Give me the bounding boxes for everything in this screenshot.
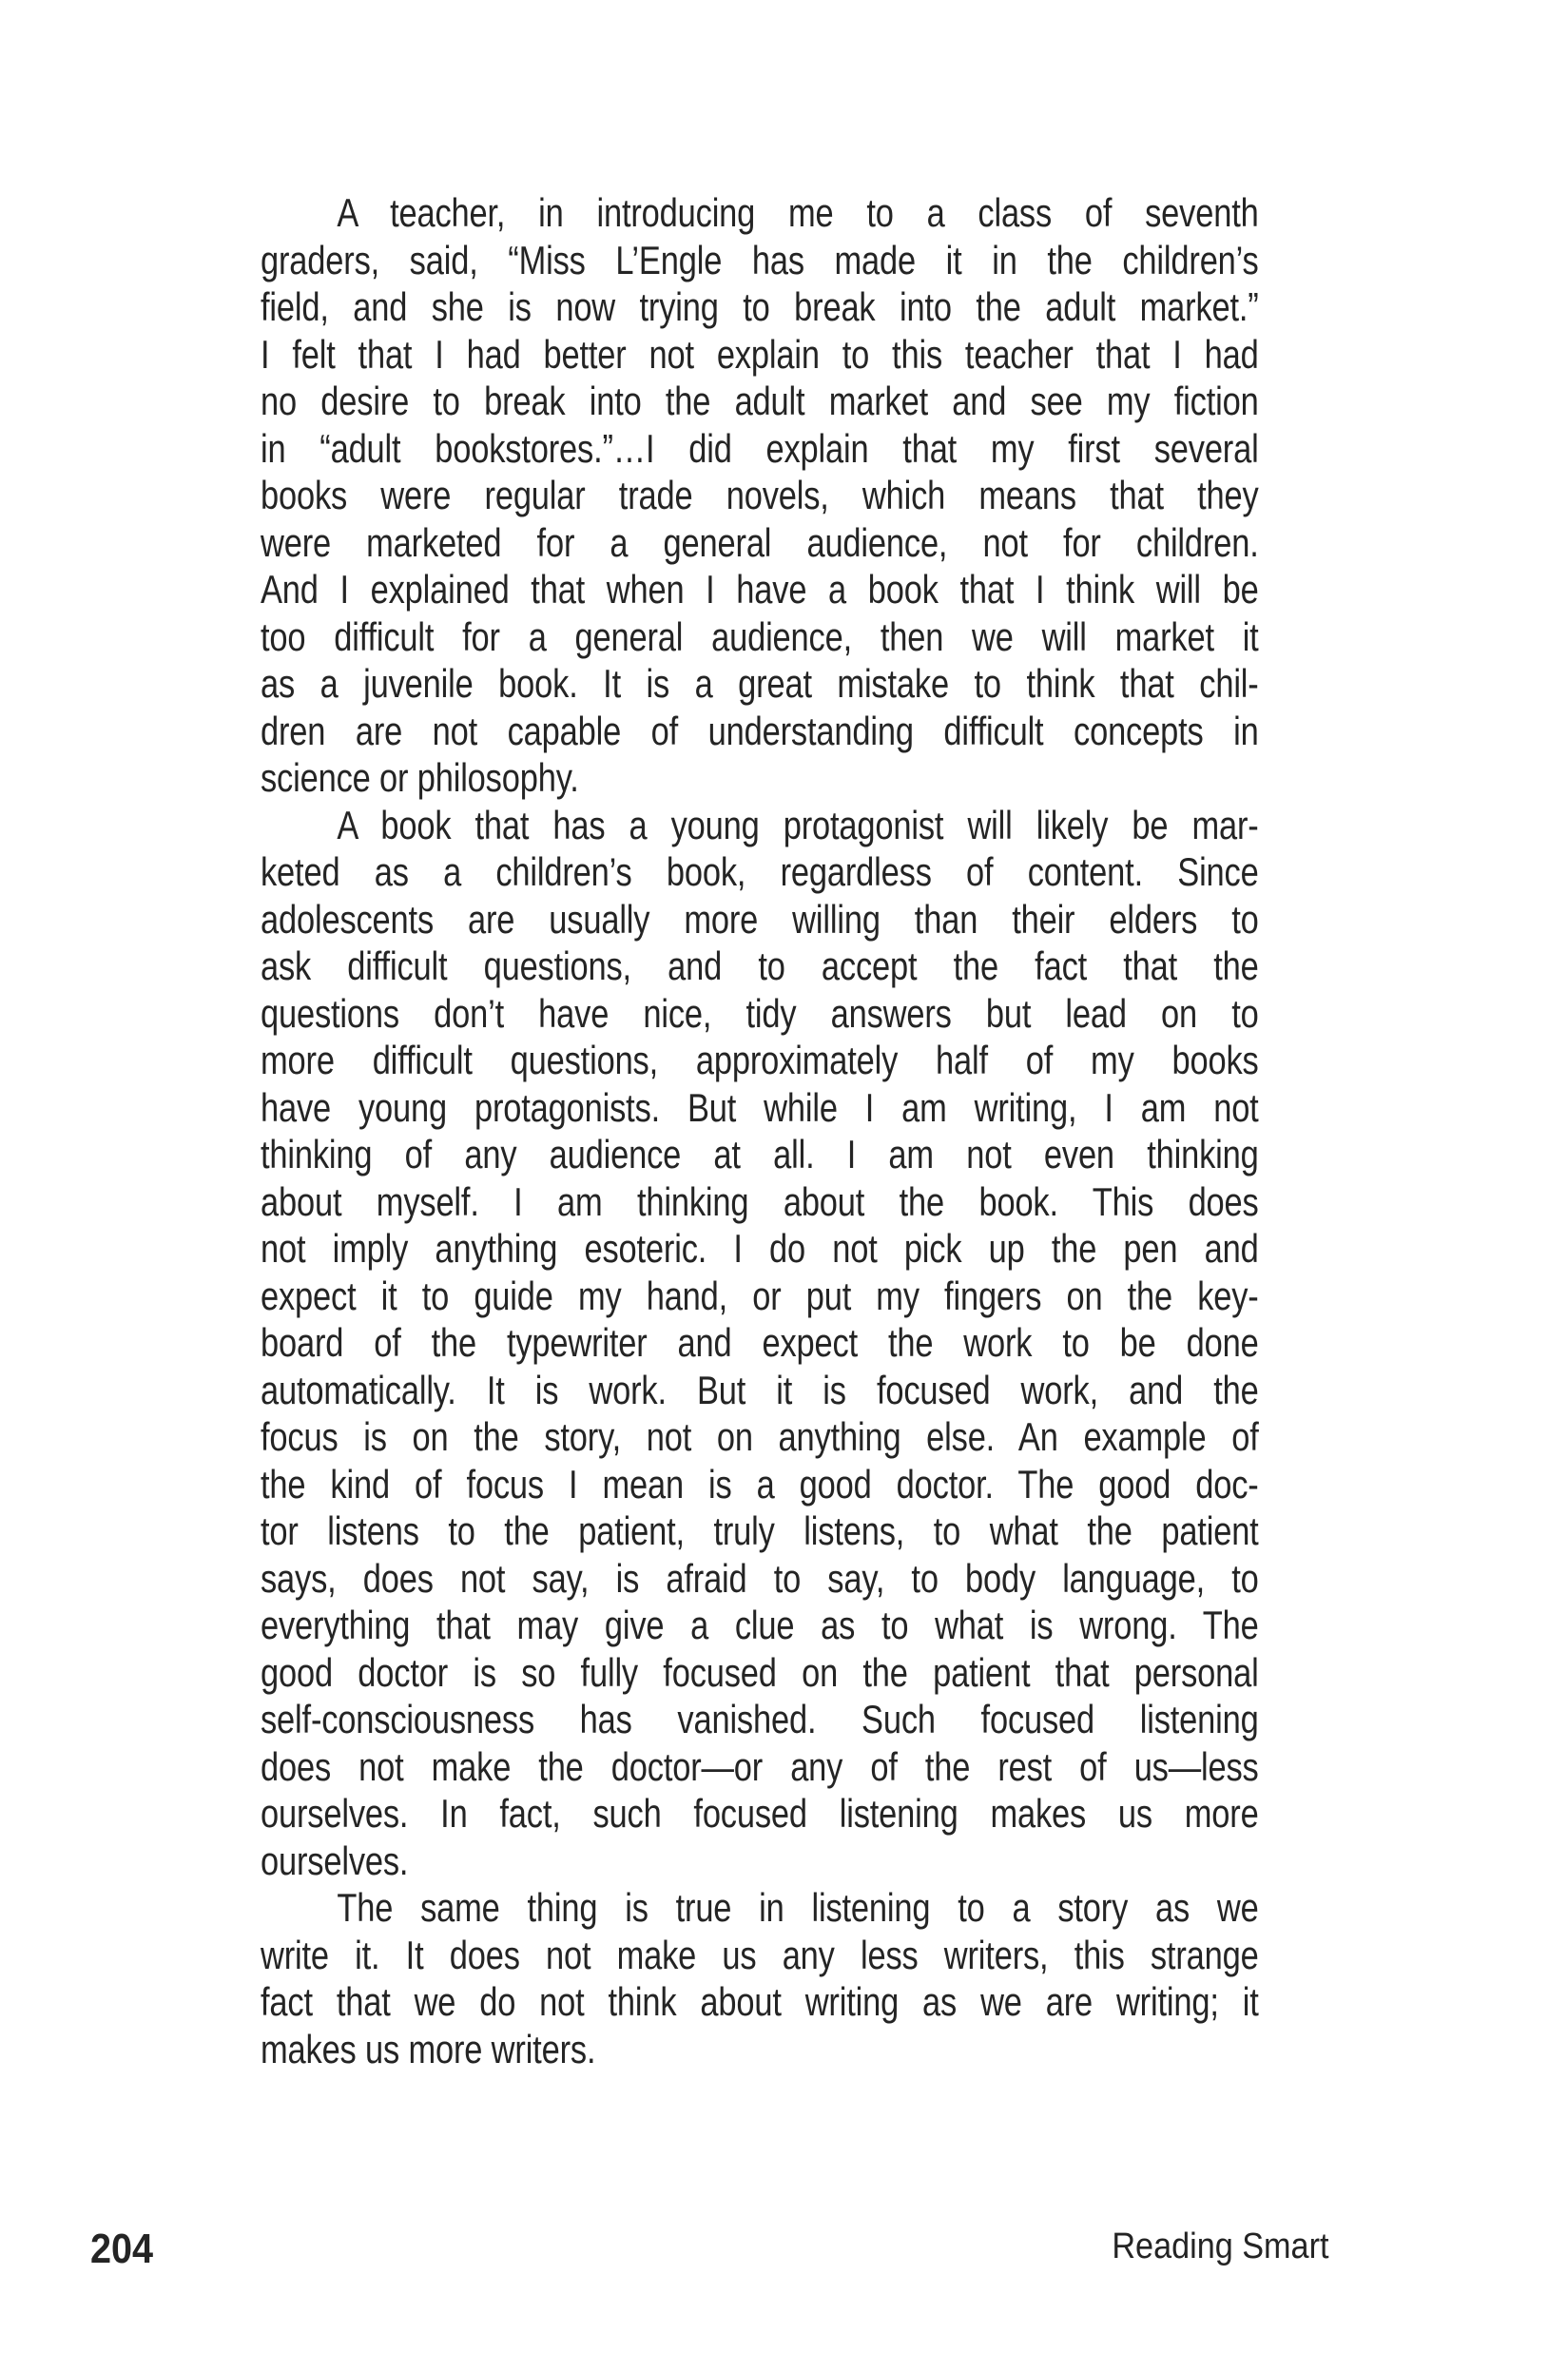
text-line: adolescents are usually more willing than their elders to <box>261 896 1259 942</box>
text-line: everything that may give a clue as to what is wrong. The <box>261 1603 1259 1647</box>
text-line: automatically. It is work. But it is focused work, and the <box>261 1367 1259 1412</box>
text-line: no desire to break into the adult market and see my fiction <box>261 379 1259 423</box>
text-line: board of the typewriter and expect the work to be done <box>261 1320 1259 1365</box>
text-line: the kind of focus I mean is a good doctor. The good doc- <box>261 1461 1259 1507</box>
text-line: A book that has a young protagonist will likely be mar- <box>337 802 1259 847</box>
text-line: science or philosophy. <box>261 755 579 800</box>
text-line: field, and she is now trying to break into the adult market.” <box>261 284 1259 329</box>
text-line: ask difficult questions, and to accept the fact that the <box>261 943 1259 988</box>
paragraph <box>261 802 1259 1885</box>
text-line: And I explained that when I have a book that I think will be <box>261 567 1259 612</box>
text-line: tor listens to the patient, truly listens, to what the patient <box>261 1508 1259 1553</box>
text-line: books were regular trade novels, which means that they <box>261 473 1259 517</box>
text-line: ourselves. In fact, such focused listening makes us more <box>261 1791 1259 1836</box>
text-line: keted as a children’s book, regardless of content. Since <box>261 849 1259 894</box>
text-line: have young protagonists. But while I am writing, I am not <box>261 1084 1259 1130</box>
text-line: does not make the doctor—or any of the rest of us—less <box>261 1743 1259 1789</box>
text-line: as a juvenile book. It is a great mistake to think that chil- <box>261 661 1259 706</box>
text-line: not imply anything esoteric. I do not pick up the pen and <box>261 1226 1259 1271</box>
text-line: fact that we do not think about writing as we are writing; it <box>261 1979 1259 2024</box>
text-line: says, does not say, is afraid to say, to body language, to <box>261 1555 1259 1601</box>
text-line: self-consciousness has vanished. Such focused listening <box>261 1697 1259 1741</box>
text-line: I felt that I had better not explain to this teacher that I had <box>261 331 1259 377</box>
text-line: too difficult for a general audience, then we will market it <box>261 613 1259 659</box>
text-line: good doctor is so fully focused on the patient that personal <box>261 1649 1259 1695</box>
text-line: dren are not capable of understanding difficult concepts in <box>261 708 1259 753</box>
text-line: more difficult questions, approximately half of my books <box>261 1038 1259 1082</box>
text-line: in “adult bookstores.”…I did explain that my first several <box>261 425 1259 471</box>
paragraph <box>261 189 1259 802</box>
text-line: write it. It does not make us any less writers, this strange <box>261 1932 1259 1977</box>
text-line: were marketed for a general audience, not for children. <box>261 519 1259 565</box>
text-line: focus is on the story, not on anything else. An example of <box>261 1414 1259 1459</box>
text-line: expect it to guide my hand, or put my fingers on the key- <box>261 1273 1259 1318</box>
page-number: 204 <box>90 2226 154 2272</box>
text-line: The same thing is true in listening to a story as we <box>337 1885 1259 1930</box>
text-line: graders, said, “Miss L’Engle has made it in the children’s <box>261 237 1259 282</box>
text-block <box>261 189 1259 2072</box>
text-line: about myself. I am thinking about the book. This does <box>261 1178 1259 1224</box>
text-line: thinking of any audience at all. I am not even thinking <box>261 1132 1259 1176</box>
text-line: A teacher, in introducing me to a class of seventh <box>337 190 1259 235</box>
paragraph <box>261 1884 1259 2072</box>
running-title: Reading Smart <box>1111 2227 1328 2266</box>
text-line: questions don’t have nice, tidy answers but lead on to <box>261 990 1259 1036</box>
text-line: makes us more writers. <box>261 2026 596 2071</box>
text-line: ourselves. <box>261 1838 409 1883</box>
